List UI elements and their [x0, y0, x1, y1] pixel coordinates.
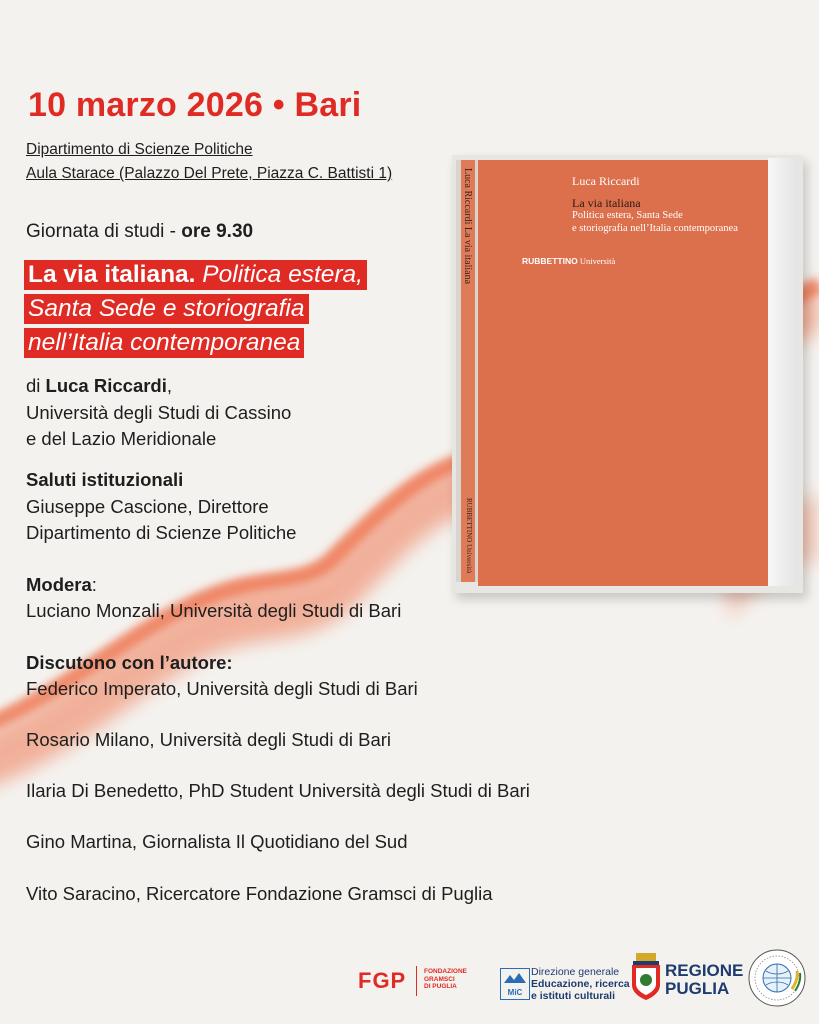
regione-line-2: PUGLIA: [665, 979, 730, 998]
moderator-heading-text: Modera: [26, 574, 92, 595]
mic-line-3: e istituti culturali: [531, 990, 616, 1002]
cover-subtitle: [572, 209, 738, 235]
venue-room: Aula Starace (Palazzo Del Prete, Piazza C. Battisti 1): [26, 165, 393, 182]
moderator-colon: :: [91, 574, 97, 595]
author-name: Luca Riccardi: [45, 375, 167, 396]
mic-mark: MiC: [507, 988, 523, 997]
mic-wave-icon: [501, 969, 529, 987]
venue-department: Dipartimento di Scienze Politiche: [26, 141, 253, 158]
fgp-logo-divider: [416, 966, 417, 996]
greetings-line-2: Dipartimento di Scienze Politiche: [26, 522, 297, 543]
discussant-4: Gino Martina, Giornalista Il Quotidiano del Sud: [26, 831, 408, 852]
regione-logo-text: [665, 962, 743, 998]
author-affiliation-1: Università degli Studi di Cassino: [26, 402, 292, 423]
mic-line-2: Educazione, ricerca: [531, 978, 630, 990]
spine-publisher: RUBBETTINO Università: [465, 498, 473, 574]
title-line-3: [24, 328, 304, 358]
discussant-2: Rosario Milano, Università degli Studi di Bari: [26, 729, 392, 750]
mic-logo-text: [531, 966, 630, 1002]
cover-subtitle-1: Politica estera, Santa Sede: [572, 210, 683, 221]
discussant-3: Ilaria Di Benedetto, PhD Student Università degli Studi di Bari: [26, 780, 530, 801]
greetings-heading: Saluti istituzionali: [26, 469, 184, 490]
moderator-line: Luciano Monzali, Università degli Studi di Bari: [26, 600, 402, 621]
author-suffix: ,: [166, 375, 173, 396]
greetings-line-1: Giuseppe Cascione, Direttore: [26, 496, 269, 517]
giornata-label: Giornata di studi -: [26, 221, 182, 242]
title-line-1-rest: Politica estera,: [195, 261, 363, 288]
title-line-2: [24, 294, 309, 324]
cover-publisher: [522, 256, 615, 266]
book-spine-face: [461, 160, 475, 582]
fgp-line-1: FONDAZIONE: [424, 968, 467, 975]
fgp-logo: FGP: [358, 968, 407, 993]
giornata-line: [26, 221, 253, 243]
fgp-logo-text: [424, 968, 467, 991]
title-main: La via italiana.: [28, 261, 196, 288]
author-line: [26, 375, 172, 397]
title-line-2-text: Santa Sede e storiografia: [28, 295, 305, 322]
cover-author: Luca Riccardi: [572, 174, 640, 188]
mic-line-1: Direzione generale: [531, 966, 620, 978]
moderator-heading: [26, 574, 97, 596]
author-affiliation-2: e del Lazio Meridionale: [26, 428, 217, 449]
title-line-3-text: nell’Italia contemporanea: [28, 329, 301, 356]
fgp-line-3: DI PUGLIA: [424, 983, 457, 990]
spine-title: Luca Riccardi La via italiana: [462, 168, 473, 285]
discussants-heading: Discutono con l’autore:: [26, 652, 233, 673]
discussant-1: Federico Imperato, Università degli Studi di Bari: [26, 678, 418, 699]
title-line-1: [24, 260, 367, 290]
cover-publisher-brand: RUBBETTINO: [522, 256, 578, 266]
fgp-line-2: GRAMSCI: [424, 975, 455, 983]
cover-title: La via italiana: [572, 196, 641, 210]
cover-publisher-series: Università: [579, 256, 616, 266]
regione-line-1: REGIONE: [665, 961, 744, 980]
discussant-5: Vito Saracino, Ricercatore Fondazione Gramsci di Puglia: [26, 883, 493, 904]
department-seal-icon: [748, 949, 806, 1007]
event-date: 10 marzo 2026 • Bari: [28, 86, 362, 124]
event-time: ore 9.30: [181, 221, 254, 242]
cover-subtitle-2: e storiografia nell’Italia contemporanea: [572, 223, 738, 234]
book-edge: [768, 158, 798, 586]
regione-crest-icon: [630, 953, 662, 1001]
author-prefix: di: [26, 375, 46, 396]
